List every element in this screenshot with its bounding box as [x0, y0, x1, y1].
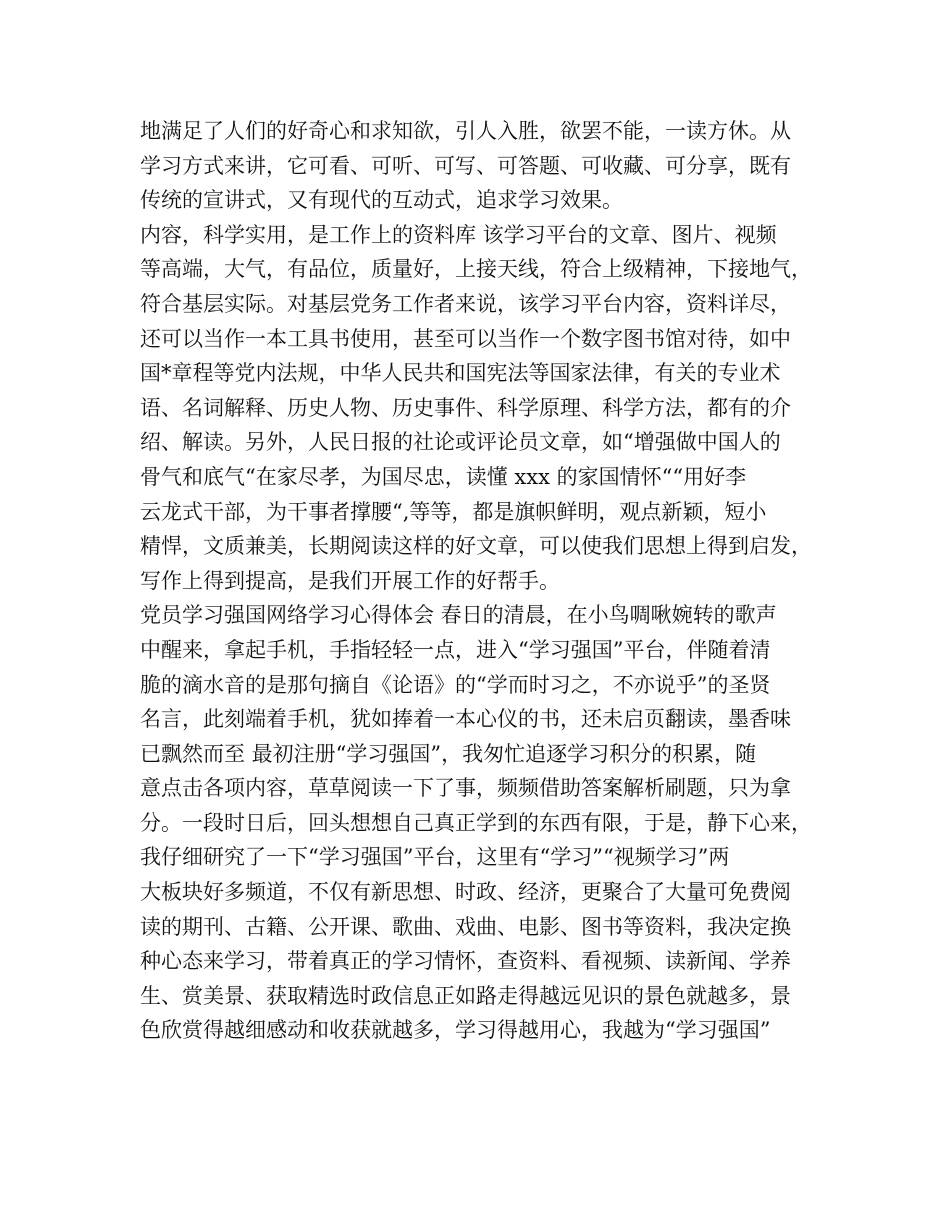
text-line: 生、赏美景、获取精选时政信息正如路走得越远见识的景色就越多，景	[140, 983, 791, 1008]
text-line: 学习方式来讲，它可看、可听、可写、可答题、可收藏、可分享，既有	[140, 153, 791, 178]
text-line: 国*章程等党内法规，中华人民共和国宪法等国家法律，有关的专业术	[140, 361, 781, 386]
text-line: 写作上得到提高，是我们开展工作的好帮手。	[140, 568, 560, 593]
text-line: 符合基层实际。对基层党务工作者来说，该学习平台内容，资料详尽，	[140, 291, 791, 316]
text-line: 分。一段时日后，回头想想自己真正学到的东西有限，于是，静下心来，	[140, 810, 812, 835]
text-line: 等高端，大气，有品位，质量好，上接天线，符合上级精神，下接地气，	[140, 257, 812, 282]
text-line: 传统的宣讲式，又有现代的互动式，追求学习效果。	[140, 188, 623, 213]
text-line: 种心态来学习，带着真正的学习情怀，查资料、看视频、读新闻、学养	[140, 949, 791, 974]
text-line: 意点击各项内容，草草阅读一下了事，频频借助答案解析刷题，只为拿	[140, 776, 791, 801]
text-line: 党员学习强国网络学习心得体会 春日的清晨，在小鸟啁啾婉转的歌声	[140, 603, 777, 628]
text-line: 已飘然而至 最初注册“学习强国”，我匆忙追逐学习积分的积累，随	[140, 741, 757, 766]
text-line: 内容，科学实用，是工作上的资料库 该学习平台的文章、图片、视频	[140, 222, 777, 247]
text-line: 脆的滴水音的是那句摘自《论语》的“学而时习之，不亦说乎”的圣贤	[140, 672, 771, 697]
text-line: 绍、解读。另外，人民日报的社论或评论员文章，如“增强做中国人的	[140, 430, 781, 455]
text-line: 精悍，文质兼美，长期阅读这样的好文章，可以使我们思想上得到启发，	[140, 534, 812, 559]
text-line: 大板块好多频道，不仅有新思想、时政、经济，更聚合了大量可免费阅	[140, 880, 791, 905]
text-line: 中醒来，拿起手机，手指轻轻一点，进入“学习强国”平台，伴随着清	[140, 637, 771, 662]
body-text	[140, 114, 830, 1048]
text-line: 读的期刊、古籍、公开课、歌曲、戏曲、电影、图书等资料，我决定换	[140, 914, 791, 939]
text-line: 地满足了人们的好奇心和求知欲，引人入胜，欲罢不能，一读方休。从	[140, 119, 791, 143]
text-line: 语、名词解释、历史人物、历史事件、科学原理、科学方法，都有的介	[140, 395, 791, 420]
text-line: 骨气和底气“在家尽孝，为国尽忠，读懂 xxx 的家国情怀““用好李	[140, 464, 747, 489]
text-line: 名言，此刻端着手机，犹如捧着一本心仪的书，还未启页翻读，墨香味	[140, 707, 791, 732]
text-line: 色欣赏得越细感动和收获就越多，学习得越用心，我越为“学习强国”	[140, 1018, 771, 1043]
text-line: 云龙式干部，为干事者撑腰“,等等，都是旗帜鲜明，观点新颖，短小	[140, 499, 767, 524]
text-line: 还可以当作一本工具书使用，甚至可以当作一个数字图书馆对待，如中	[140, 326, 791, 351]
text-line: 我仔细研究了一下“学习强国”平台，这里有“学习”“视频学习”两	[140, 845, 730, 870]
